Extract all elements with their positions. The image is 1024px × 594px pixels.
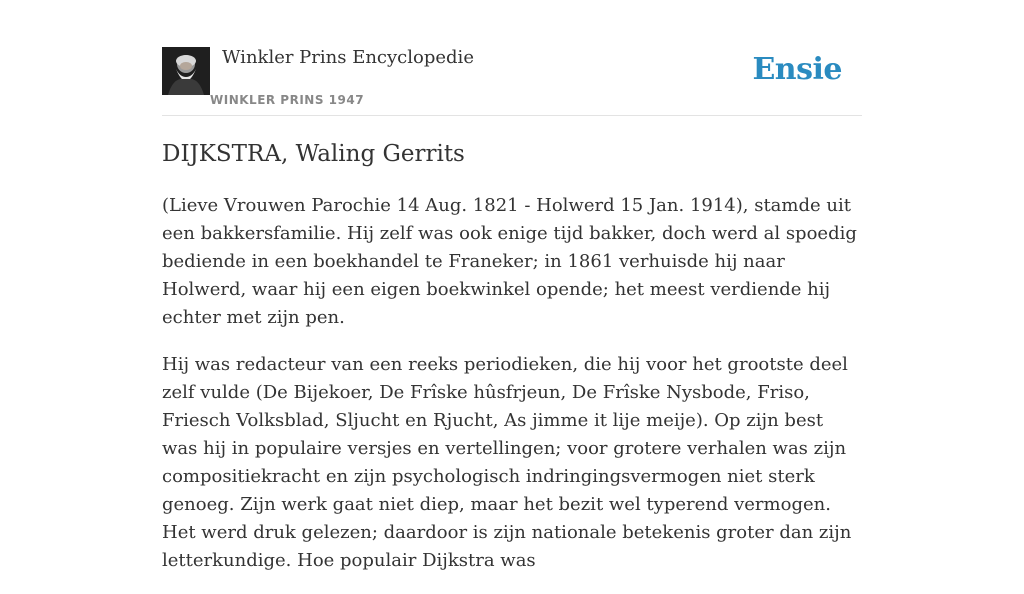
ensie-logo[interactable]: Ensie bbox=[752, 52, 842, 87]
article-paragraph: Hij was redacteur van een reeks periodieken, die hij voor het grootste deel zelf vulde (De Bijekoer, De Frîske hûsfrjeun, De Frîske Nysbode, Friso, Friesch Volksblad, Sljucht en Rjucht, As jimme it lije meije). Op zijn best was hij in populaire versjes en vertellingen; voor grotere verhalen was zijn compositiekracht en zijn psychologisch indringingsvermogen niet sterk genoeg. Zijn werk gaat niet diep, maar het bezit wel typerend vermogen. Het werd druk gelezen; daardoor is zijn nationale betekenis groter dan zijn letterkundige. Hoe populair Dijkstra was bbox=[162, 354, 852, 571]
article-body bbox=[162, 192, 862, 594]
article-title: DIJKSTRA, Waling Gerrits bbox=[162, 141, 465, 167]
source-subtitle: WINKLER PRINS 1947 bbox=[210, 93, 365, 107]
source-avatar[interactable] bbox=[162, 47, 210, 95]
bearded-man-portrait-icon bbox=[162, 47, 210, 95]
article-paragraph: (Lieve Vrouwen Parochie 14 Aug. 1821 - Holwerd 15 Jan. 1914), stamde uit een bakkersfamilie. Hij zelf was ook enige tijd bakker, doch werd al spoedig bediende in een boekhandel te Franeker; in 1861 verhuisde hij naar Holwerd, waar hij een eigen boekwinkel opende; het meest verdiende hij echter met zijn pen. bbox=[162, 195, 857, 328]
source-header bbox=[162, 46, 862, 116]
source-title[interactable]: Winkler Prins Encyclopedie bbox=[222, 47, 474, 68]
